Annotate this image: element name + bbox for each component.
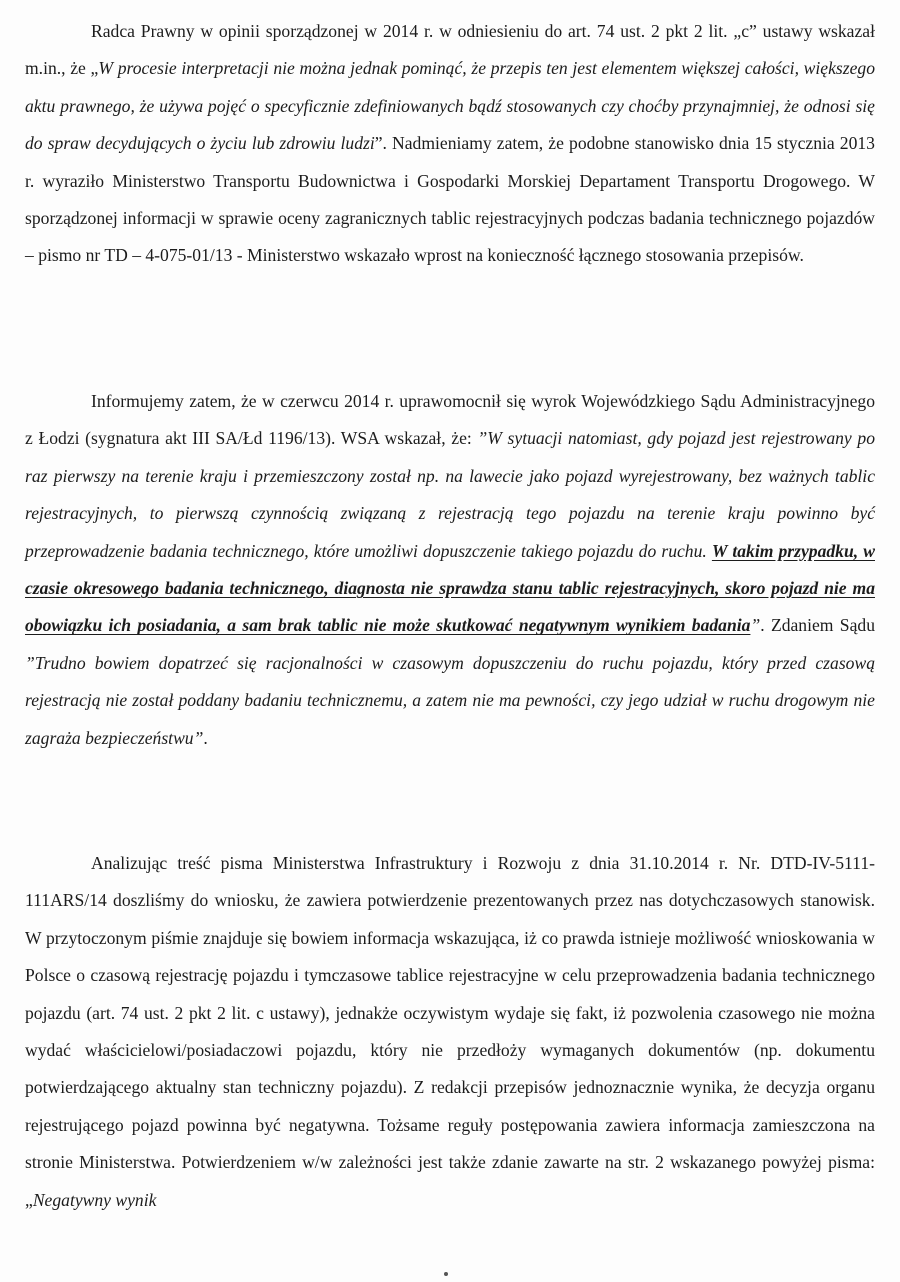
paragraph-ministry-letter <box>25 845 875 1219</box>
quote-segment: ” <box>750 615 761 636</box>
text-segment: . Zdaniem Sądu <box>760 615 875 636</box>
quote-segment: ”W sytuacji natomiast, gdy pojazd jest rejestrowany po raz pierwszy na terenie kraju i przemieszczony został np. na lawecie jako pojazd wyrejestrowany, bez ważnych tablic rejestracyjnych, to pierwszą czynnością związaną z rejestracją tego pojazdu na terenie kraju powinno być przeprowadzenie badania technicznego, które umożliwi dopuszczenie takiego pojazdu do ruchu. <box>25 428 875 561</box>
text-segment: Informujemy zatem, że w czerwcu 2014 r. uprawomocnił się wyrok Wojewódzkiego Sądu Administracyjnego z Łodzi (sygnatura akt III SA/Łd 1196/13). WSA wskazał, że: <box>25 391 875 449</box>
scan-mark <box>444 1272 448 1276</box>
quote-segment: W procesie interpretacji nie można jednak pominąć, że przepis ten jest elementem większej całości, większego aktu prawnego, że używa pojęć o specyficznie zdefiniowanych bądź stosowanych czy choćby przynajmniej, że odnosi się do spraw decydujących o życiu lub zdrowiu ludzi <box>25 58 875 154</box>
text-segment: ”. Nadmieniamy zatem, że podobne stanowisko dnia 15 stycznia 2013 r. wyraziło Ministerstwo Transportu Budownictwa i Gospodarki Morskiej Departament Transportu Drogowego. W sporządzonej informacji w sprawie oceny zagranicznych tablic rejestracyjnych podczas badania technicznego pojazdów – pismo nr TD – 4-075-01/13 - Ministerstwo wskazało wprost na konieczność łącznego stosowania przepisów. <box>25 133 875 266</box>
text-segment: Radca Prawny w opinii sporządzonej w 2014 r. w odniesieniu do art. 74 ust. 2 pkt 2 lit. „c” ustawy wskazał m.in., że „ <box>25 21 875 79</box>
underlined-quote-segment: W takim przypadku, w czasie okresowego badania technicznego, diagnosta nie sprawdza stanu tablic rejestracyjnych, skoro pojazd nie ma obowiązku ich posiadania, a sam brak tablic nie może skutkować negatywnym wynikiem badania <box>25 540 875 636</box>
text-segment: . <box>203 727 208 748</box>
text-segment: Analizując treść pisma Ministerstwa Infrastruktury i Rozwoju z dnia 31.10.2014 r. Nr. DTD-IV-5111-111ARS/14 doszliśmy do wniosku, że zawiera potwierdzenie prezentowanych przez nas dotychczasowych stanowisk. W przytoczonym piśmie znajduje się bowiem informacja wskazująca, iż co prawda istnieje możliwość wnioskowania w Polsce o czasową rejestrację pojazdu i tymczasowe tablice rejestracyjne w celu przeprowadzenia badania technicznego pojazdu (art. 74 ust. 2 pkt 2 lit. c ustawy), jednakże oczywistym wydaje się fakt, iż pozwolenia czasowego nie można wydać właścicielowi/posiadaczowi pojazdu, który nie przedłoży wymaganych dokumentów (np. dokumentu potwierdzającego aktualny stan techniczny pojazdu). Z redakcji przepisów jednoznacznie wynika, że decyzja organu rejestrującego pojazd powinna być negatywna. Tożsame reguły postępowania zawiera informacja zamieszczona na stronie Ministerstwa. Potwierdzeniem w/w zależności jest także zdanie zawarte na str. 2 wskazanego powyżej pisma: „ <box>25 853 875 1210</box>
paragraph-court-ruling <box>25 383 875 757</box>
paragraph-legal-opinion <box>25 13 875 275</box>
quote-segment: Negatywny wynik <box>32 1189 157 1210</box>
quote-segment: ”Trudno bowiem dopatrzeć się racjonalności w czasowym dopuszczeniu do ruchu pojazdu, który przed czasową rejestracją nie został poddany badaniu technicznemu, a zatem nie ma pewności, czy jego udział w ruchu drogowym nie zagraża bezpieczeństwu” <box>25 652 875 748</box>
